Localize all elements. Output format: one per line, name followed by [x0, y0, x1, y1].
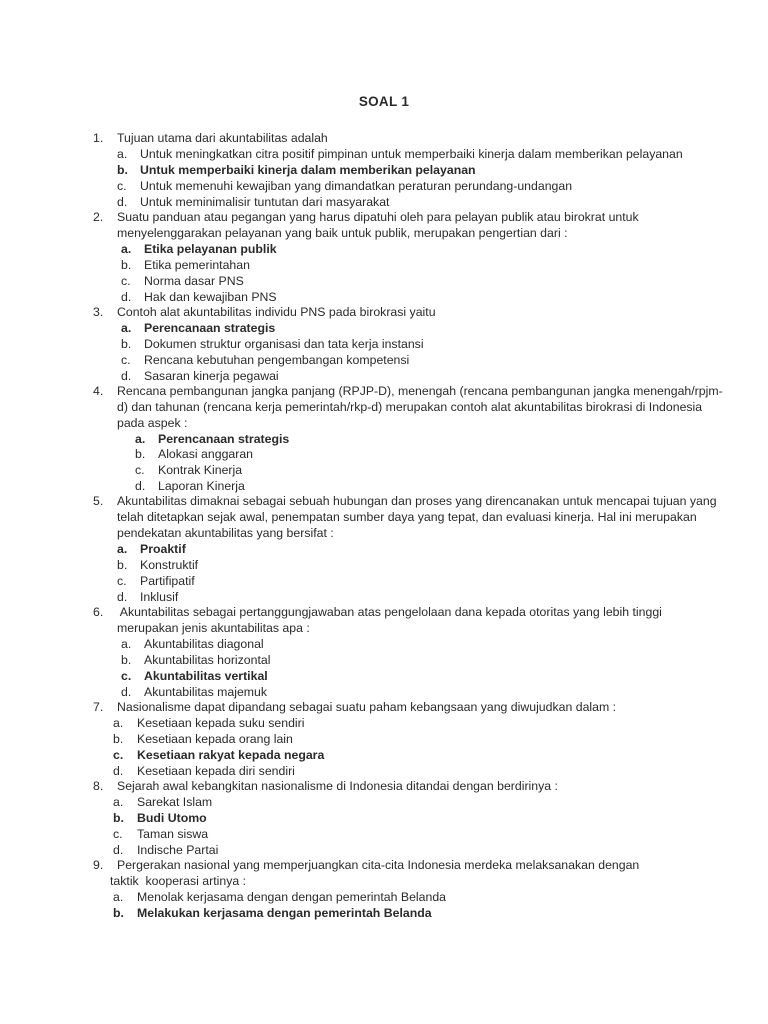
- question-text: Akuntabilitas sebagai pertanggungjawaban atas pengelolaan dana kepada otoritas yang lebih tinggi: [117, 605, 662, 619]
- option-text: Akuntabilitas majemuk: [144, 685, 268, 699]
- option-text: Sasaran kinerja pegawai: [144, 369, 279, 383]
- option-text: Sarekat Islam: [137, 795, 213, 809]
- option-text: Kesetiaan kepada orang lain: [137, 732, 293, 746]
- answer-option-text: Kesetiaan rakyat kepada negara: [137, 748, 325, 762]
- question-text: Rencana pembangunan jangka panjang (RPJP-D), menengah (rencana pembangunan jangka menengah/rpjm-: [117, 384, 723, 398]
- answer-option-text: Perencanaan strategis: [158, 432, 290, 446]
- question-number: 9.: [93, 858, 104, 872]
- question-number: 1.: [93, 131, 104, 145]
- option-letter: a.: [117, 542, 128, 556]
- option-letter: d.: [117, 195, 128, 209]
- option-text: Etika pemerintahan: [144, 258, 250, 272]
- option-text: Dokumen struktur organisasi dan tata kerja instansi: [144, 337, 424, 351]
- option-text: Rencana kebutuhan pengembangan kompetensi: [144, 353, 410, 367]
- option-letter: b.: [121, 258, 132, 272]
- question-number: 5.: [93, 494, 104, 508]
- option-letter: c.: [117, 179, 127, 193]
- option-letter: b.: [113, 732, 124, 746]
- option-letter: a.: [113, 795, 124, 809]
- answer-option-text: Budi Utomo: [137, 811, 207, 825]
- option-text: Alokasi anggaran: [158, 447, 254, 461]
- question-number: 7.: [93, 700, 104, 714]
- option-letter: c.: [113, 827, 123, 841]
- option-text: Kesetiaan kepada suku sendiri: [137, 716, 305, 730]
- option-letter: a.: [113, 890, 124, 904]
- option-letter: a.: [135, 432, 146, 446]
- question-text: Suatu panduan atau pegangan yang harus dipatuhi oleh para pelayan publik atau birokrat untuk: [117, 210, 639, 224]
- question-text: pendekatan akuntabilitas yang bersifat :: [117, 526, 334, 540]
- answer-option-text: Proaktif: [140, 542, 186, 556]
- question-text: pada aspek :: [117, 416, 188, 430]
- option-text: Partifipatif: [140, 574, 195, 588]
- option-letter: d.: [121, 685, 132, 699]
- option-letter: c.: [121, 353, 131, 367]
- answer-option-text: Melakukan kerjasama dengan pemerintah Belanda: [137, 906, 432, 920]
- option-letter: a.: [121, 321, 132, 335]
- option-letter: d.: [113, 843, 124, 857]
- option-letter: a.: [121, 637, 132, 651]
- option-letter: d.: [113, 764, 124, 778]
- option-text: Kesetiaan kepada diri sendiri: [137, 764, 295, 778]
- option-text: Hak dan kewajiban PNS: [144, 290, 277, 304]
- question-number: 8.: [93, 779, 104, 793]
- option-letter: c.: [117, 574, 127, 588]
- question-text: telah ditetapkan sejak awal, penempatan sumber daya yang tepat, dan evaluasi kinerja. Hal ini merupakan: [117, 510, 697, 524]
- answer-option-text: Untuk memperbaiki kinerja dalam memberikan pelayanan: [140, 163, 476, 177]
- option-letter: c.: [121, 274, 131, 288]
- option-text: Akuntabilitas diagonal: [144, 637, 264, 651]
- question-text: merupakan jenis akuntabilitas apa :: [117, 621, 310, 635]
- option-text: Laporan Kinerja: [158, 479, 245, 493]
- option-text: Kontrak Kinerja: [158, 463, 243, 477]
- option-letter: b.: [121, 337, 132, 351]
- question-number: 4.: [93, 384, 104, 398]
- option-letter: c.: [135, 463, 145, 477]
- option-letter: b.: [113, 906, 124, 920]
- page-title: SOAL 1: [358, 94, 410, 109]
- question-number: 2.: [93, 210, 104, 224]
- answer-option-text: Perencanaan strategis: [144, 321, 276, 335]
- option-letter: c.: [113, 748, 124, 762]
- option-letter: b.: [113, 811, 124, 825]
- option-letter: b.: [117, 558, 128, 572]
- question-text: Contoh alat akuntabilitas individu PNS pada birokrasi yaitu: [117, 305, 436, 319]
- question-text: Nasionalisme dapat dipandang sebagai suatu paham kebangsaan yang diwujudkan dalam :: [117, 700, 617, 714]
- question-text: taktik kooperasi artinya :: [110, 874, 247, 888]
- option-letter: a.: [117, 147, 128, 161]
- option-text: Untuk memenuhi kewajiban yang dimandatkan peraturan perundang-undangan: [140, 179, 573, 193]
- option-text: Konstruktif: [140, 558, 199, 572]
- question-number: 3.: [93, 305, 104, 319]
- option-text: Taman siswa: [137, 827, 209, 841]
- option-text: Indische Partai: [137, 843, 219, 857]
- option-text: Inklusif: [140, 590, 179, 604]
- question-text: Akuntabilitas dimaknai sebagai sebuah hubungan dan proses yang direncanakan untuk mencapai tujuan yang: [117, 494, 717, 508]
- option-letter: c.: [121, 669, 132, 683]
- answer-option-text: Etika pelayanan publik: [144, 242, 277, 256]
- option-letter: b.: [121, 653, 132, 667]
- option-letter: a.: [121, 242, 132, 256]
- option-letter: b.: [135, 447, 146, 461]
- question-text: Sejarah awal kebangkitan nasionalisme di Indonesia ditandai dengan berdirinya :: [117, 779, 558, 793]
- option-text: Akuntabilitas horizontal: [144, 653, 271, 667]
- answer-option-text: Akuntabilitas vertikal: [144, 669, 268, 683]
- option-letter: d.: [121, 290, 132, 304]
- option-letter: d.: [117, 590, 128, 604]
- option-text: Norma dasar PNS: [144, 274, 244, 288]
- option-letter: b.: [117, 163, 128, 177]
- option-letter: d.: [121, 369, 132, 383]
- question-number: 6.: [93, 605, 104, 619]
- question-text: Pergerakan nasional yang memperjuangkan cita-cita Indonesia merdeka melaksanakan dengan: [117, 858, 640, 872]
- question-text: Tujuan utama dari akuntabilitas adalah: [117, 131, 328, 145]
- option-letter: a.: [113, 716, 124, 730]
- question-text: menyelenggarakan pelayanan yang baik untuk publik, merupakan pengertian dari :: [117, 226, 568, 240]
- question-text: d) dan tahunan (rencana kerja pemerintah/rkp-d) merupakan contoh alat akuntabilitas birokrasi di Indonesia: [117, 400, 703, 414]
- option-text: Menolak kerjasama dengan dengan pemerintah Belanda: [137, 890, 447, 904]
- option-letter: d.: [135, 479, 146, 493]
- option-text: Untuk meminimalisir tuntutan dari masyarakat: [140, 195, 390, 209]
- option-text: Untuk meningkatkan citra positif pimpinan untuk memperbaiki kinerja dalam memberikan pelayanan: [140, 147, 683, 161]
